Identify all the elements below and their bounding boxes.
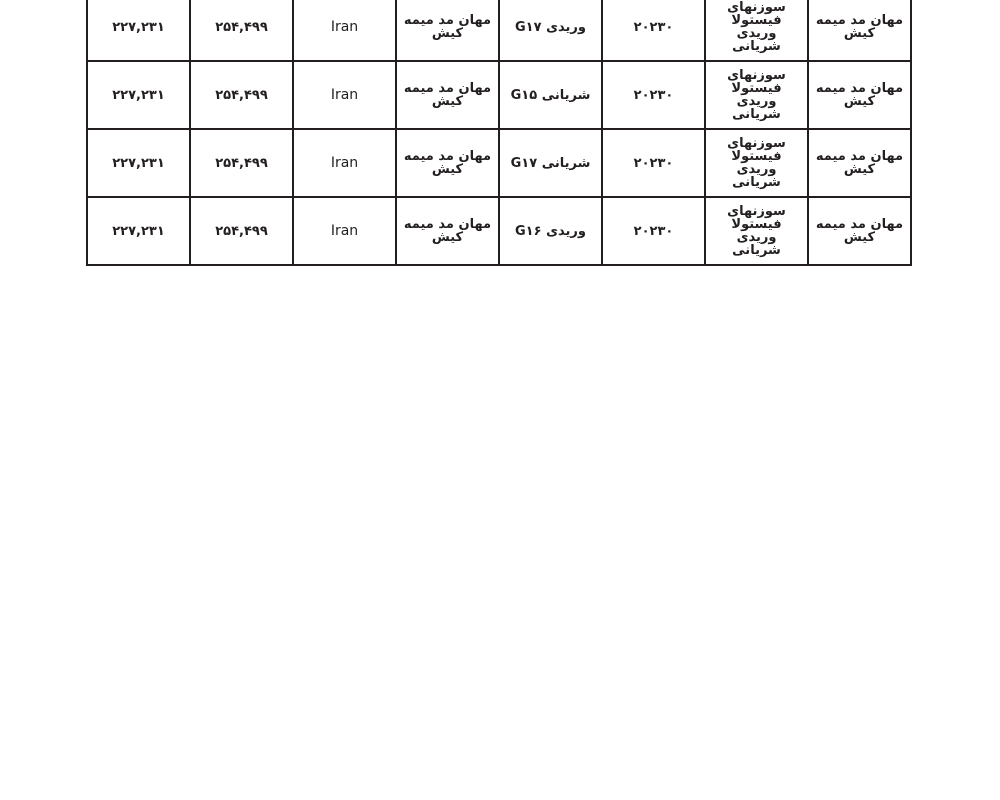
supplier-line-1: مهان مد میمه — [815, 81, 904, 96]
product-line-2: وریدی شریانی — [732, 162, 781, 190]
company-cell — [396, 61, 499, 129]
supplier-cell — [808, 129, 911, 197]
company-line-1: مهان مد میمه — [403, 81, 492, 96]
company-line-2: کیش — [431, 162, 464, 177]
company-line-1: مهان مد میمه — [403, 217, 492, 232]
supplier-line-2: کیش — [843, 162, 876, 177]
supplier-line-2: کیش — [843, 26, 876, 41]
supplier-cell — [808, 197, 911, 265]
company-line-2: کیش — [431, 26, 464, 41]
supplier-line-1: مهان مد میمه — [815, 13, 904, 28]
table-row — [87, 61, 911, 129]
price-2-cell: ۲۲۷,۲۳۱ — [87, 129, 190, 197]
type-cell: وریدی G۱۶ — [499, 197, 602, 265]
product-line-2: وریدی شریانی — [732, 26, 781, 54]
supplier-cell — [808, 61, 911, 129]
code-cell: ۲۰۲۳۰ — [602, 197, 705, 265]
price-1-cell: ۲۵۴,۴۹۹ — [190, 0, 293, 61]
product-cell — [705, 0, 808, 61]
code-cell: ۲۰۲۳۰ — [602, 0, 705, 61]
company-line-1: مهان مد میمه — [403, 149, 492, 164]
price-2-cell: ۲۲۷,۲۳۱ — [87, 0, 190, 61]
company-cell — [396, 129, 499, 197]
supplier-line-1: مهان مد میمه — [815, 149, 904, 164]
product-line-1: سوزنهای فیستولا — [727, 68, 786, 96]
product-cell — [705, 129, 808, 197]
product-cell — [705, 61, 808, 129]
product-line-1: سوزنهای فیستولا — [727, 0, 786, 28]
table-row — [87, 0, 911, 61]
product-cell — [705, 197, 808, 265]
country-cell: Iran — [293, 197, 396, 265]
country-cell: Iran — [293, 129, 396, 197]
type-cell: شریانی G۱۷ — [499, 129, 602, 197]
company-line-2: کیش — [431, 94, 464, 109]
price-table — [86, 0, 912, 266]
product-line-2: وریدی شریانی — [732, 230, 781, 258]
price-1-cell: ۲۵۴,۴۹۹ — [190, 197, 293, 265]
country-cell: Iran — [293, 0, 396, 61]
type-cell: شریانی G۱۵ — [499, 61, 602, 129]
company-cell — [396, 197, 499, 265]
type-cell: وریدی G۱۷ — [499, 0, 602, 61]
code-cell: ۲۰۲۳۰ — [602, 61, 705, 129]
supplier-line-2: کیش — [843, 94, 876, 109]
price-2-cell: ۲۲۷,۲۳۱ — [87, 197, 190, 265]
company-cell — [396, 0, 499, 61]
product-line-1: سوزنهای فیستولا — [727, 204, 786, 232]
product-line-1: سوزنهای فیستولا — [727, 136, 786, 164]
supplier-cell — [808, 0, 911, 61]
price-1-cell: ۲۵۴,۴۹۹ — [190, 129, 293, 197]
code-cell: ۲۰۲۳۰ — [602, 129, 705, 197]
table-row — [87, 129, 911, 197]
price-1-cell: ۲۵۴,۴۹۹ — [190, 61, 293, 129]
country-cell: Iran — [293, 61, 396, 129]
supplier-line-1: مهان مد میمه — [815, 217, 904, 232]
supplier-line-2: کیش — [843, 230, 876, 245]
table-row — [87, 197, 911, 265]
company-line-2: کیش — [431, 230, 464, 245]
price-2-cell: ۲۲۷,۲۳۱ — [87, 61, 190, 129]
product-line-2: وریدی شریانی — [732, 94, 781, 122]
company-line-1: مهان مد میمه — [403, 13, 492, 28]
